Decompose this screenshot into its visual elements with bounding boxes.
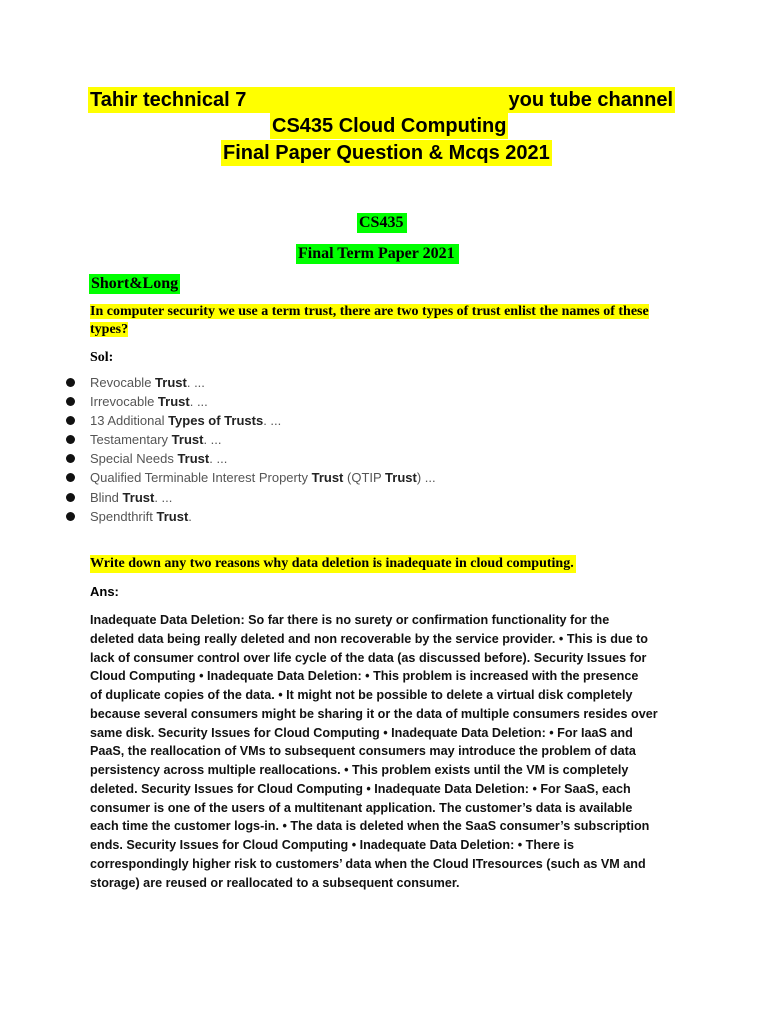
course-title: CS435 Cloud Computing (272, 115, 507, 137)
bullet-icon (66, 473, 75, 482)
list-item: Irrevocable Trust. ... (66, 392, 436, 411)
question-2: Write down any two reasons why data deletion is inadequate in cloud computing. (90, 556, 574, 571)
list-item: Blind Trust. ... (66, 488, 436, 507)
section-heading: Short&Long (91, 275, 179, 292)
bullet-icon (66, 512, 75, 521)
paragraph-line: lack of consumer control over life cycle of the data (as discussed before). Security Issues for (90, 650, 647, 665)
paper-subtitle: Final Paper Question & Mcqs 2021 (223, 142, 550, 164)
list-item: 13 Additional Types of Trusts. ... (66, 411, 436, 430)
paragraph-line: ends. Security Issues for Cloud Computing • Inadequate Data Deletion: • There is (90, 838, 574, 852)
list-item: Revocable Trust. ... (66, 373, 436, 392)
paragraph-line: PaaS, the reallocation of VMs to subsequent consumers may introduce the problem of data (90, 744, 636, 759)
answer-label: Ans: (90, 584, 119, 599)
course-code-heading: CS435 (357, 213, 407, 233)
answer-paragraph (90, 611, 690, 892)
paragraph-line: correspondingly higher risk to customers’ data when the Cloud ITresources (such as VM and (90, 856, 646, 871)
solution-label: Sol: (90, 350, 114, 365)
paragraph-line: consumer is one of the users of a multitenant application. The customer’s data is available (90, 800, 633, 815)
paragraph-line: deleted. Security Issues for Cloud Computing • Inadequate Data Deletion: • For SaaS, each (90, 781, 631, 796)
list-item: Special Needs Trust. ... (66, 449, 436, 468)
paragraph-line: each time the customer logs-in. • The data is deleted when the SaaS consumer’s subscription (90, 819, 650, 834)
list-item: Spendthrift Trust. (66, 507, 436, 526)
paragraph-line: Inadequate Data Deletion: So far there is no surety or confirmation functionality for the (90, 613, 610, 627)
final-term-heading: Final Term Paper 2021 (296, 244, 459, 264)
channel-type: you tube channel (508, 89, 673, 111)
bullet-icon (66, 416, 75, 425)
list-item: Testamentary Trust. ... (66, 430, 436, 449)
bullet-icon (66, 454, 75, 463)
list-item: Qualified Terminable Interest Property Trust (QTIP Trust) ... (66, 468, 436, 487)
paragraph-line: persistency across multiple reallocations. • This problem exists until the VM is completely (90, 763, 629, 777)
paragraph-line: deleted data being really deleted and non recoverable by the service provider. • This is due to (90, 631, 649, 646)
bullet-icon (66, 435, 75, 444)
paragraph-line: of duplicate copies of the data. • It might not be possible to delete a virtual disk completely (90, 688, 633, 702)
channel-header (88, 87, 675, 113)
bullet-icon (66, 397, 75, 406)
bullet-icon (66, 493, 75, 502)
question-1-text: In computer security we use a term trust, there are two types of trust enlist the names of these types? (90, 304, 649, 337)
trust-types-list (66, 373, 436, 526)
bullet-icon (66, 378, 75, 387)
question-1 (90, 303, 680, 339)
paragraph-line: Cloud Computing • Inadequate Data Deletion: • This problem is increased with the presence (90, 669, 639, 684)
channel-name: Tahir technical 7 (90, 89, 247, 111)
paragraph-line: because several consumers might be sharing it or the data of multiple consumers resides over (90, 706, 658, 721)
paragraph-line: same disk. Security Issues for Cloud Computing • Inadequate Data Deletion: • For IaaS and (90, 725, 633, 740)
paragraph-line: storage) are reused or reallocated to a subsequent consumer. (90, 875, 460, 890)
